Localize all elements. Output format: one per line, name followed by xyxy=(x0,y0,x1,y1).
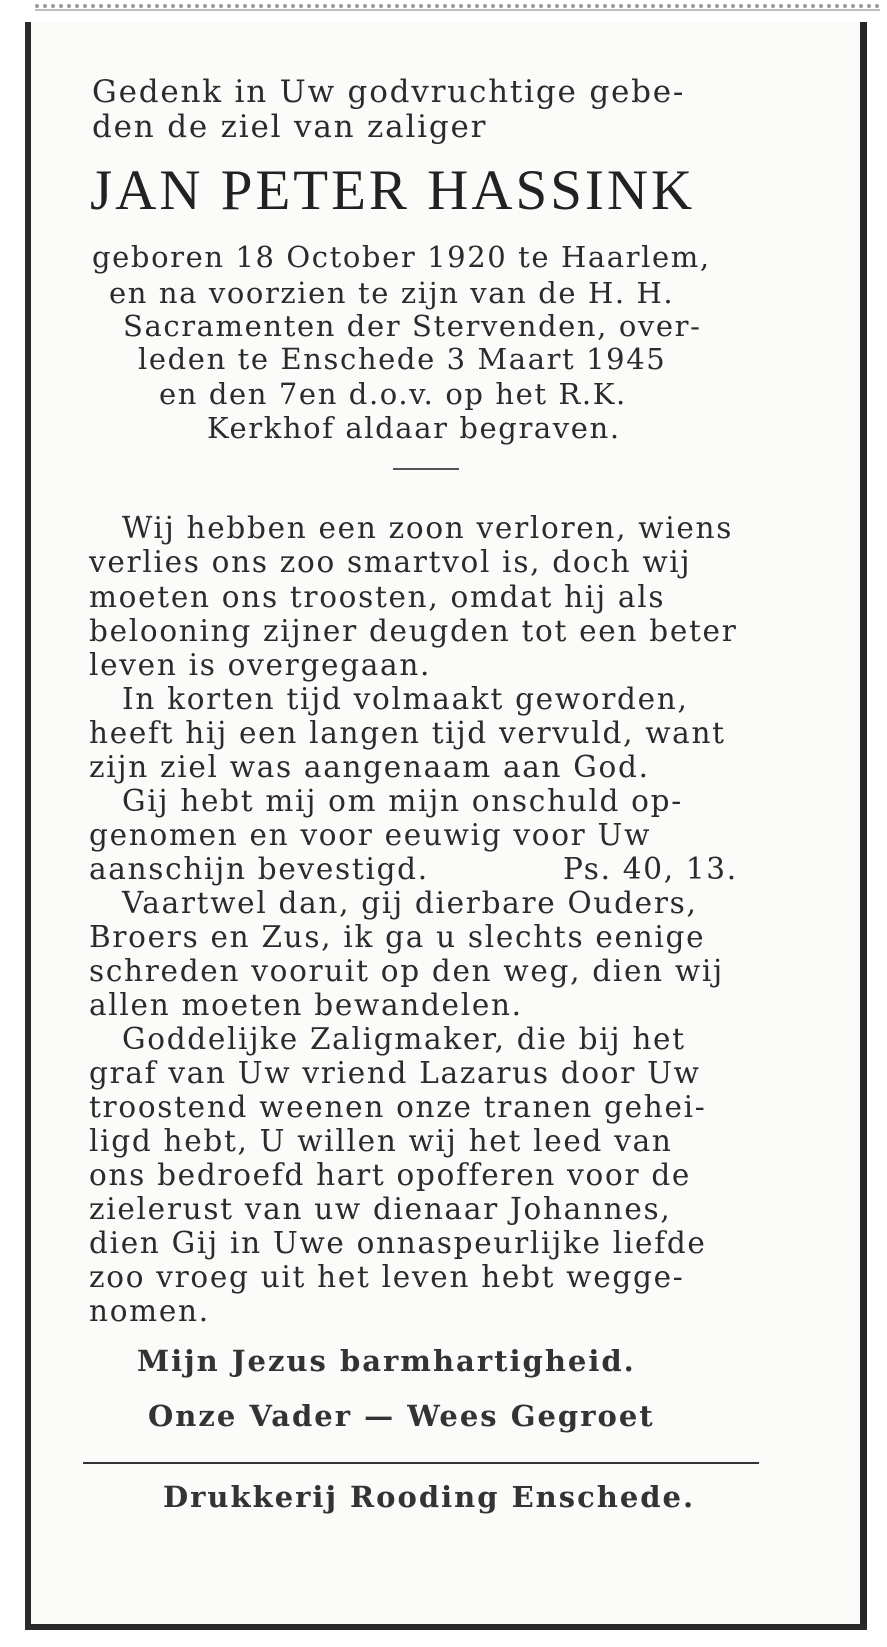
printer-credit: Drukkerij Rooding Enschede. xyxy=(163,1480,696,1514)
body-line: aanschijn bevestigd. xyxy=(89,852,429,886)
body-line: genomen en voor eeuwig voor Uw xyxy=(89,818,652,852)
body-line: allen moeten bewandelen. xyxy=(89,988,523,1022)
body-line: belooning zijner deugden tot een beter xyxy=(89,614,738,648)
body-line: nomen. xyxy=(89,1294,210,1328)
body-line: Gij hebt mij om mijn onschuld op- xyxy=(122,784,683,818)
body-line: ons bedroefd hart opofferen voor de xyxy=(89,1158,692,1192)
body-line: ligd hebt, U willen wij het leed van xyxy=(89,1124,673,1158)
body-line: heeft hij een langen tijd vervuld, want xyxy=(89,716,726,750)
body-line: Wij hebben een zoon verloren, wiens xyxy=(122,511,734,545)
body-line: Broers en Zus, ik ga u slechts eenige xyxy=(89,920,706,954)
closing-prayer-1: Mijn Jezus barmhartigheid. xyxy=(137,1344,636,1378)
body-line: troostend weenen onze tranen gehei- xyxy=(89,1090,707,1124)
body-line: leven is overgegaan. xyxy=(89,648,432,682)
short-divider xyxy=(393,468,459,470)
bio-line-5: en den 7en d.o.v. op het R.K. xyxy=(159,377,627,411)
closing-prayer-2: Onze Vader — Wees Gegroet xyxy=(148,1399,655,1433)
bio-line-1: geboren 18 October 1920 te Haarlem, xyxy=(92,240,711,274)
body-line: verlies ons zoo smartvol is, doch wij xyxy=(89,545,692,579)
body-line: zijn ziel was aangenaam aan God. xyxy=(89,750,650,784)
body-line: Goddelijke Zaligmaker, die bij het xyxy=(122,1022,686,1056)
intro-line-2: den de ziel van zaliger xyxy=(92,109,488,145)
deceased-name: JAN PETER HASSINK xyxy=(90,159,696,222)
paper-top-edge-line xyxy=(35,9,880,15)
body-line: dien Gij in Uwe onnaspeurlijke liefde xyxy=(89,1226,707,1260)
bio-line-4: leden te Enschede 3 Maart 1945 xyxy=(138,342,667,376)
body-line: zielerust van uw dienaar Johannes, xyxy=(89,1192,672,1226)
body-line: Vaartwel dan, gij dierbare Ouders, xyxy=(122,886,698,920)
bottom-divider xyxy=(83,1462,759,1464)
body-line: schreden vooruit op den weg, dien wij xyxy=(89,954,724,988)
body-line: graf van Uw vriend Lazarus door Uw xyxy=(89,1056,701,1090)
psalm-reference: Ps. 40, 13. xyxy=(563,852,738,886)
bio-line-6: Kerkhof aldaar begraven. xyxy=(207,411,621,445)
body-line: moeten ons troosten, omdat hij als xyxy=(89,580,666,614)
bio-line-3: Sacramenten der Stervenden, over- xyxy=(123,309,702,343)
bio-line-2: en na voorzien te zijn van de H. H. xyxy=(109,276,675,310)
intro-line-1: Gedenk in Uw godvruchtige gebe- xyxy=(92,74,686,110)
body-line: zoo vroeg uit het leven hebt wegge- xyxy=(89,1260,685,1294)
body-line: In korten tijd volmaakt geworden, xyxy=(122,682,689,716)
